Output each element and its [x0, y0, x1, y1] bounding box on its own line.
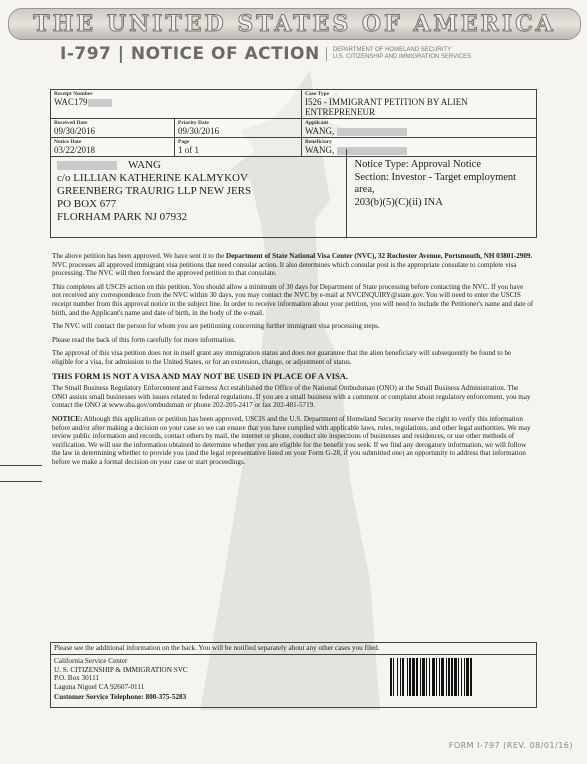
form-header — [60, 44, 471, 64]
received-date-cell — [51, 119, 174, 137]
received-date-label: Received Date — [54, 120, 88, 126]
receipt-number-value: WAC179 — [54, 97, 88, 107]
receipt-number-cell — [51, 90, 301, 118]
redaction — [337, 128, 407, 136]
paragraph-contact: The NVC will contact the person for whom you are petitioning concerning further immigrant visa processing steps. — [52, 322, 380, 331]
customer-service-telephone: Customer Service Telephone: 800-375-5283 — [54, 693, 187, 702]
notice-type-block — [347, 149, 537, 237]
paragraph-ombudsman: The Small Business Regulatory Enforcement and Fairness Act established the Office of the National Ombudsman (ONO) at the Small Business Administration. The ONO assists small businesses with issues related to federal regulations. If you are a small business with a comment or complaint about regulatory enforcement, you may contact the ONO at www.sba.gov/ombudsman or phone 202-205-2417 or fax 202-481-5719. — [52, 384, 531, 410]
department-line-2: U.S. CITIZENSHIP AND IMMIGRATION SERVICES — [332, 54, 472, 60]
not-a-visa-heading: THIS FORM IS NOT A VISA AND MAY NOT BE USED IN PLACE OF A VISA. — [52, 370, 349, 381]
address-line-3: GREENBERG TRAURIG LLP NEW JERS — [57, 185, 252, 197]
applicant-value: WANG, — [305, 126, 335, 136]
info-row-1 — [51, 90, 536, 119]
paragraph-notice — [52, 415, 534, 467]
country-banner — [8, 8, 581, 40]
redaction — [88, 99, 112, 107]
notice-section-line-1: Section: Investor - Target employment area, — [354, 171, 517, 195]
service-center-line-3: P.O. Box 30111 — [54, 674, 99, 683]
paragraph-approval-disclaimer: The approval of this visa petition does not in itself grant any immigration status and does not guarantee that the alien beneficiary will subsequently be found to be eligible for a visa, for admission to the United States, or for an extension, change, or adjustment of status. — [52, 349, 512, 366]
fold-mark — [0, 481, 42, 482]
notice-section-line-2: 203(b)(5)(C)(ii) INA — [354, 196, 443, 208]
address-line-1: WANG — [128, 159, 161, 171]
info-row-2 — [51, 119, 536, 138]
fold-mark — [0, 465, 42, 466]
notice-type: Notice Type: Approval Notice — [354, 159, 481, 170]
notice-label: NOTICE: — [52, 414, 83, 423]
additional-info-note: Please see the additional information on the back. You will be notified separately about any other cases you filed. — [51, 643, 536, 655]
notice-text: Although this application or petition has been approved, USCIS and the U.S. Department of Homeland Security reserve the right to verify this information before and/or after making a decision on your case so we can ensure that you have complied with applicable laws, rules, regulations, and other legal authorities. We may review public information and records, contact others by mail, the internet or phone, conduct site inspections of businesses and residences, or use other methods of verification. We will use the information obtained to determine whether you are eligible for the benefit you seek. If we find any derogatory information, we will follow the law in determining whether to provide you (and the legal representative listed on your Form G-28, if you submitted one) an opportunity to address that information before we make a formal decision on your case or start proceedings. — [52, 414, 531, 466]
notice-date-value: 03/22/2018 — [54, 145, 96, 155]
case-type-label: Case Type — [305, 91, 330, 97]
paragraph-nvc-rest: NVC processes all approved immigrant visa petitions that need consular action. It also determines which consular post is the appropriate consulate to complete visa processing. The NVC will then forward the approved petition to that consulate. — [52, 260, 517, 278]
priority-date-cell — [174, 119, 301, 137]
form-revision-id: FORM I-797 (REV. 08/01/16) — [448, 741, 573, 750]
department-line-1: DEPARTMENT OF HOMELAND SECURITY — [332, 47, 452, 53]
applicant-cell — [301, 119, 536, 137]
paragraph-nvc-intro: The above petition has been approved. We have sent it to the — [52, 252, 227, 260]
priority-date-label: Priority Date — [178, 120, 209, 126]
service-center-line-2: U. S. CITIZENSHIP & IMMIGRATION SVC — [54, 665, 188, 674]
paragraph-processing: This completes all USCIS action on this petition. You should allow a minimum of 30 days for Department of State processing before contacting the NVC. If you have not received any correspondence from the NVC within 30 days, you may contact the NVC by e-mail at NVCINQUIRY@state.gov. You will need to enter the USCIS receipt number from this approval notice in the subject line. In order to receive information about your petition, you will need to include the Petitioner's name and date of birth, and the Applicant's name and date of birth, in the body of the e-mail. — [52, 282, 534, 317]
paragraph-read-back: Please read the back of this form carefully for more information. — [52, 335, 236, 344]
address-line-5: FLORHAM PARK NJ 07932 — [57, 211, 188, 223]
redaction — [57, 161, 117, 170]
beneficiary-label: Beneficiary — [305, 139, 332, 145]
applicant-label: Applicant — [305, 120, 329, 126]
case-info-grid — [50, 89, 537, 157]
case-type-value: I526 - IMMIGRANT PETITION BY ALIEN ENTREPRENEUR — [305, 97, 468, 117]
service-center-line-1: California Service Center — [54, 657, 128, 665]
service-center-box — [50, 642, 537, 708]
priority-date-value: 09/30/2016 — [178, 126, 220, 136]
received-date-value: 09/30/2016 — [54, 126, 96, 136]
barcode — [390, 658, 530, 696]
paragraph-nvc — [52, 252, 534, 278]
address-block — [50, 149, 537, 238]
nvc-address: Department of State National Visa Center (NVC), 32 Rochester Avenue, Portsmouth, NH 03801-2909. — [226, 252, 533, 260]
case-type-cell — [301, 90, 536, 118]
notice-body — [52, 252, 534, 471]
address-line-4: PO BOX 677 — [57, 198, 117, 210]
page-label: Page — [178, 139, 190, 145]
address-line-2: c/o LILLIAN KATHERINE KALMYKOV — [57, 172, 248, 184]
page-value: 1 of 1 — [178, 145, 199, 155]
form-title: I-797 | NOTICE OF ACTION — [60, 44, 320, 64]
receipt-number-label: Receipt Number — [54, 91, 93, 97]
service-center-line-4: Laguna Niguel CA 92607-0111 — [54, 682, 145, 691]
beneficiary-value: WANG, — [305, 145, 335, 155]
department-label — [326, 47, 471, 61]
barcode-bar — [470, 658, 472, 696]
banner-title: THE UNITED STATES OF AMERICA — [33, 11, 556, 37]
mailing-address — [51, 149, 347, 237]
notice-date-label: Notice Date — [54, 139, 82, 145]
